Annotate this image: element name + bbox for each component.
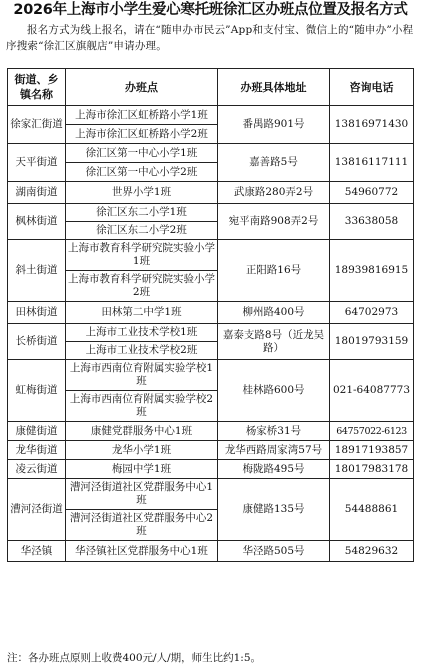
- street-cell: 康健街道: [8, 422, 66, 441]
- address-cell: 梅陇路495号: [218, 460, 330, 479]
- page-title: 2026年上海市小学生爱心寒托班徐汇区办班点位置及报名方式: [13, 2, 408, 18]
- intro-paragraph: 报名方式为线上报名，请在“随申办市民云”App和支付宝、微信上的“随申办”小程序搜索“徐汇区旗舰店”申请办理。: [6, 24, 414, 52]
- address-cell: 华泾路505号: [218, 541, 330, 562]
- site-cell: 漕河泾街道社区党群服务中心1班: [66, 479, 218, 510]
- phone-cell: 13816117111: [330, 144, 414, 182]
- table-row: [8, 302, 414, 324]
- header-street: 街道、乡镇名称: [8, 69, 66, 106]
- address-cell: 宛平南路908弄2号: [218, 204, 330, 240]
- site-cell: 上海市教育科学研究院实验小学2班: [66, 271, 218, 302]
- street-cell: 徐家汇街道: [8, 106, 66, 144]
- table-row: [8, 441, 414, 460]
- site-cell: 徐汇区第一中心小学1班: [66, 144, 218, 163]
- site-cell: 上海市徐汇区虹桥路小学2班: [66, 125, 218, 144]
- street-cell: 凌云街道: [8, 460, 66, 479]
- phone-cell: 13816971430: [330, 106, 414, 144]
- street-cell: 天平街道: [8, 144, 66, 182]
- table-header-row: [8, 69, 414, 106]
- table-row: [8, 204, 414, 222]
- street-cell: 虹梅街道: [8, 360, 66, 422]
- street-cell: 长桥街道: [8, 324, 66, 360]
- site-cell: 龙华小学1班: [66, 441, 218, 460]
- table-row: [8, 106, 414, 125]
- table-row: [8, 360, 414, 391]
- address-cell: 龙华西路周家湾57号: [218, 441, 330, 460]
- site-cell: 康健党群服务中心1班: [66, 422, 218, 441]
- address-cell: 番禺路901号: [218, 106, 330, 144]
- site-cell: 上海市西南位育附属实验学校2班: [66, 391, 218, 422]
- address-cell: 嘉泰支路8号（近龙吴路）: [218, 324, 330, 360]
- address-cell: 正阳路16号: [218, 240, 330, 302]
- address-cell: 康健路135号: [218, 479, 330, 541]
- phone-cell: 021-64087773: [330, 360, 414, 422]
- phone-cell: 64702973: [330, 302, 414, 324]
- table-row: [8, 479, 414, 510]
- street-cell: 枫林街道: [8, 204, 66, 240]
- street-cell: 湖南街道: [8, 182, 66, 204]
- table-row: [8, 460, 414, 479]
- site-cell: 田林第二中学1班: [66, 302, 218, 324]
- site-cell: 世界小学1班: [66, 182, 218, 204]
- address-cell: 武康路280弄2号: [218, 182, 330, 204]
- street-cell: 田林街道: [8, 302, 66, 324]
- phone-cell: 33638058: [330, 204, 414, 240]
- fee-note: 注：各办班点原则上收费400元/人/期，师生比约1:5。: [7, 652, 262, 664]
- street-cell: 华泾镇: [8, 541, 66, 562]
- table-row: [8, 182, 414, 204]
- class-location-table: [7, 68, 414, 562]
- phone-cell: 18939816915: [330, 240, 414, 302]
- phone-cell: 64757022-6123: [330, 422, 414, 441]
- street-cell: 龙华街道: [8, 441, 66, 460]
- phone-cell: 18917193857: [330, 441, 414, 460]
- site-cell: 徐汇区东二小学2班: [66, 222, 218, 240]
- table-body: [8, 106, 414, 562]
- address-cell: 嘉善路5号: [218, 144, 330, 182]
- site-cell: 上海市教育科学研究院实验小学1班: [66, 240, 218, 271]
- header-site: 办班点: [66, 69, 218, 106]
- site-cell: 徐汇区东二小学1班: [66, 204, 218, 222]
- table-row: [8, 422, 414, 441]
- street-cell: 斜土街道: [8, 240, 66, 302]
- table-row: [8, 144, 414, 163]
- site-cell: 上海市徐汇区虹桥路小学1班: [66, 106, 218, 125]
- site-cell: 上海市工业技术学校2班: [66, 342, 218, 360]
- phone-cell: 18019793159: [330, 324, 414, 360]
- phone-cell: 54488861: [330, 479, 414, 541]
- address-cell: 杨家桥31号: [218, 422, 330, 441]
- table-row: [8, 240, 414, 271]
- site-cell: 漕河泾街道社区党群服务中心2班: [66, 510, 218, 541]
- site-cell: 梅园中学1班: [66, 460, 218, 479]
- phone-cell: 54829632: [330, 541, 414, 562]
- site-cell: 华泾镇社区党群服务中心1班: [66, 541, 218, 562]
- site-cell: 徐汇区第一中心小学2班: [66, 163, 218, 182]
- header-phone: 咨询电话: [330, 69, 414, 106]
- phone-cell: 54960772: [330, 182, 414, 204]
- table-row: [8, 541, 414, 562]
- address-cell: 桂林路600号: [218, 360, 330, 422]
- address-cell: 柳州路400号: [218, 302, 330, 324]
- header-address: 办班具体地址: [218, 69, 330, 106]
- phone-cell: 18017983178: [330, 460, 414, 479]
- table-row: [8, 324, 414, 342]
- street-cell: 漕河泾街道: [8, 479, 66, 541]
- site-cell: 上海市工业技术学校1班: [66, 324, 218, 342]
- site-cell: 上海市西南位育附属实验学校1班: [66, 360, 218, 391]
